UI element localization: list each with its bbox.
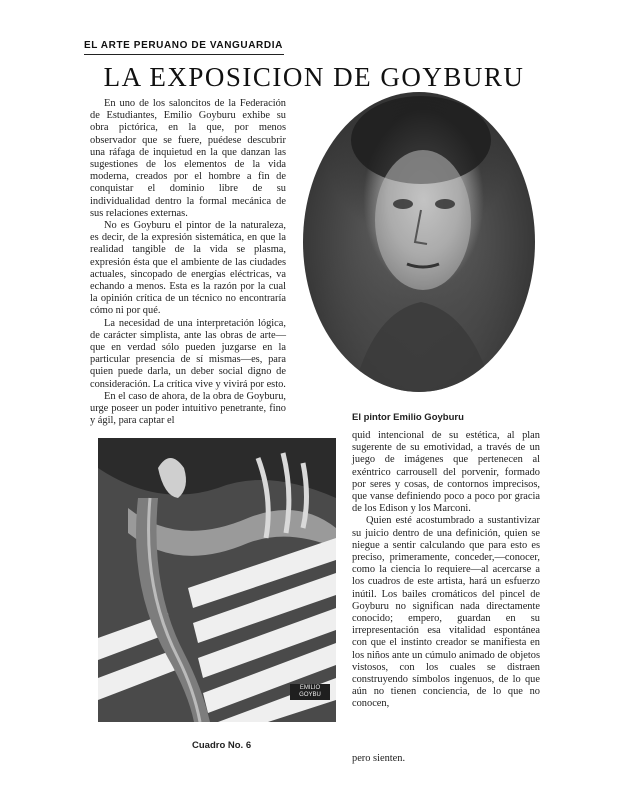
closing-line: pero sienten. xyxy=(352,753,406,764)
running-head: EL ARTE PERUANO DE VANGUARDIA xyxy=(84,40,284,55)
artwork-image xyxy=(98,438,336,722)
portrait-shading xyxy=(303,92,535,392)
paragraph: No es Goyburu el pintor de la naturaleza, es decir, de la expresión sistemática, en que la realidad tangible de la vida se plasma, expresión ésta que el ambiente de las ciudades actuales, sincopado de energías eléctricas, va echando a menos. Esta es la razón por la cual la opinión crítica de un técnico no encontraría cómo ni por qué. xyxy=(90,220,286,317)
paragraph: quid intencional de su estética, al plan sugerente de su emotividad, a través de un juego de imágenes que pertenecen al exéntrico carrousell del porvenir, formado por seres y cosas, de contornos imprecisos, que vanse definiendo poco a poco por gracia de los Edison y los Marconi. xyxy=(352,430,540,515)
article-title: LA EXPOSICION DE GOYBURU xyxy=(103,62,525,92)
portrait-photo xyxy=(303,92,535,392)
artwork-caption: Cuadro No. 6 xyxy=(192,740,252,751)
artwork-drawing xyxy=(98,438,336,722)
paragraph: La necesidad de una interpretación lógica, de carácter simplista, ante las obras de arte—que en verdad sólo pueden juzgarse en la particular presencia de sí mismas—es, para quien puede darla, un deber social digno de consideración. La crítica vive y vivirá por esto. xyxy=(90,317,286,390)
artwork-signature: EMILIO GOYBU xyxy=(290,684,330,700)
column-right xyxy=(352,430,540,711)
column-left xyxy=(90,98,286,427)
paragraph: Quien esté acostumbrado a sustantivizar su juicio dentro de una definición, quien se niegue a sentir calculando que para esto es preciso, primeramente, conceder,—conocer, como la ciencia lo requiere—al acercarse a los cuadros de este artista, hará un esfuerzo inútil. Los bailes cromáticos del pincel de Goyburu no significan nada directamente conocido; empero, guardan en su irrepresentación esa vitalidad espontánea con que el instinto creador se manifiesta en los niños ante un cúmulo animado de objetos vistosos, con los cuales se distraen construyendo símbolos ingenuos, de lo que aún no tienen conciencia, de lo que no conocen, xyxy=(352,515,540,710)
portrait-caption: El pintor Emilio Goyburu xyxy=(352,412,464,423)
paragraph: En el caso de ahora, de la obra de Goyburu, urge poseer un poder intuitivo penetrante, fino y ágil, para captar el xyxy=(90,390,286,427)
paragraph: En uno de los saloncitos de la Federación de Estudiantes, Emilio Goyburu exhibe su obra pictórica, en la que, por menos observador que se fuere, puédese descubrir una ráfaga de inquietud en la que danzan las sugestiones de los elementos de la vida moderna, creados por el hombre a fin de conquistar el dominio libre de su individualidad dentro la formal mecánica de sus relaciones externas. xyxy=(90,98,286,219)
